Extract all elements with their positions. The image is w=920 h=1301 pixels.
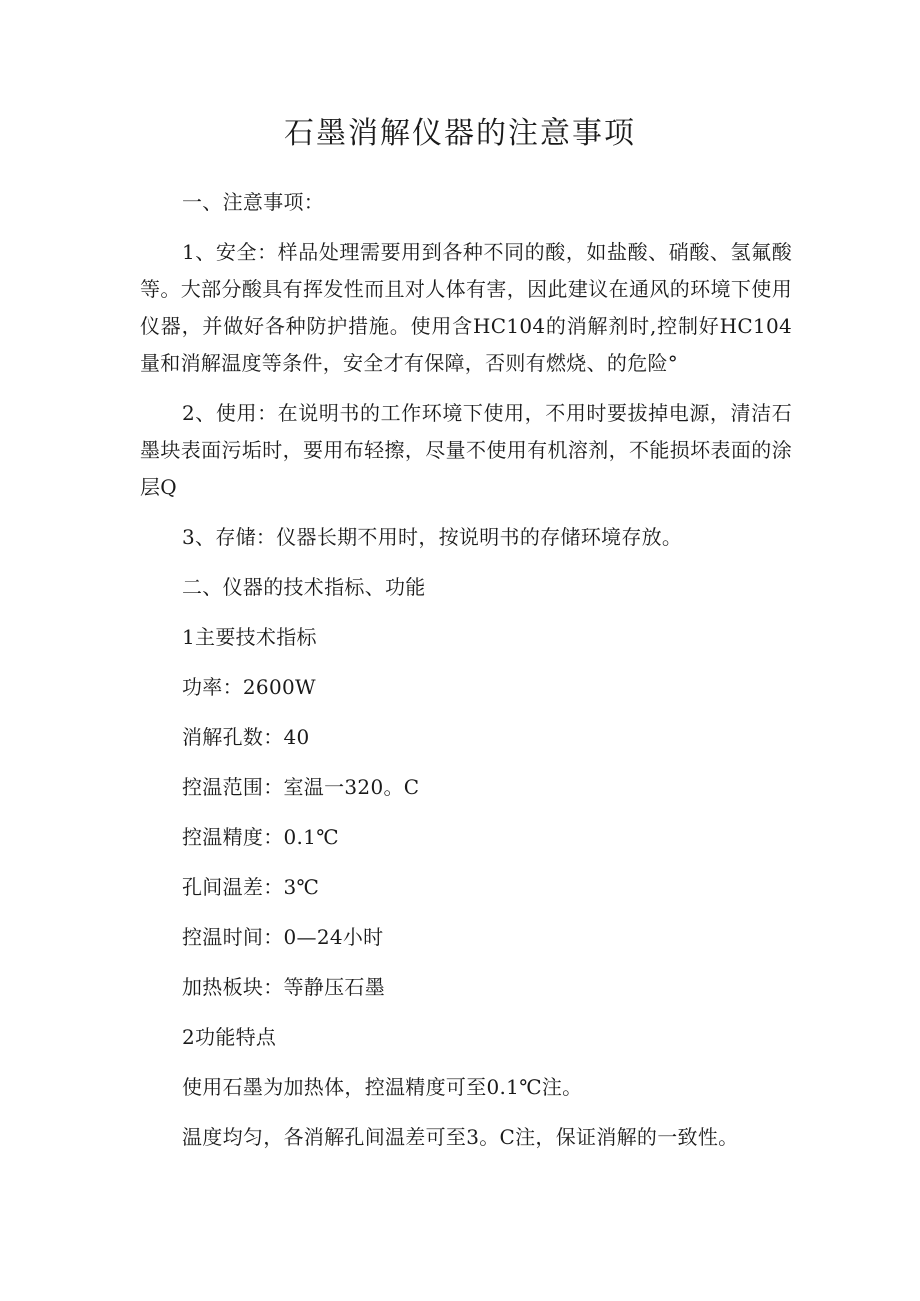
feature-item-1: 使用石墨为加热体，控温精度可至0.1℃注。 (182, 1075, 583, 1099)
spec-temp-time: 控温时间：0—24小时 (182, 925, 384, 949)
paragraph-storage: 3、存储：仪器长期不用时，按说明书的存储环境存放。 (182, 525, 683, 549)
spec-temp-precision: 控温精度：0.1℃ (182, 825, 339, 849)
spec-power: 功率：2600W (182, 675, 316, 699)
paragraph-usage: 2、使用：在说明书的工作环境下使用，不用时要拔掉电源，清洁石墨块表面污垢时，要用布轻擦，尽量不使用有机溶剂，不能损坏表面的涂层Q (140, 401, 792, 499)
spec-holes: 消解孔数：40 (182, 725, 310, 749)
subheading-main-specs: 1主要技术指标 (182, 625, 317, 649)
subheading-features: 2功能特点 (182, 1025, 277, 1049)
paragraph-safety: 1、安全：样品处理需要用到各种不同的酸，如盐酸、硝酸、氢氟酸等。大部分酸具有挥发性而且对人体有害，因此建议在通风的环境下使用仪器，并做好各种防护措施。使用含HC104的消解剂时,控制好HC104量和消解温度等条件，安全才有保障，否则有燃烧、的危险° (140, 240, 792, 375)
spec-temp-range: 控温范围：室温一320。C (182, 775, 420, 799)
section-heading-precautions: 一、注意事项： (182, 190, 325, 214)
spec-heating-block: 加热板块：等静压石墨 (182, 975, 385, 999)
section-heading-specs: 二、仪器的技术指标、功能 (182, 575, 426, 599)
feature-item-2: 温度均匀，各消解孔间温差可至3。C注，保证消解的一致性。 (182, 1125, 739, 1149)
document-body (140, 184, 792, 1169)
spec-hole-temp-diff: 孔间温差：3℃ (182, 875, 320, 899)
document-title: 石墨消解仪器的注意事项 (284, 116, 636, 151)
